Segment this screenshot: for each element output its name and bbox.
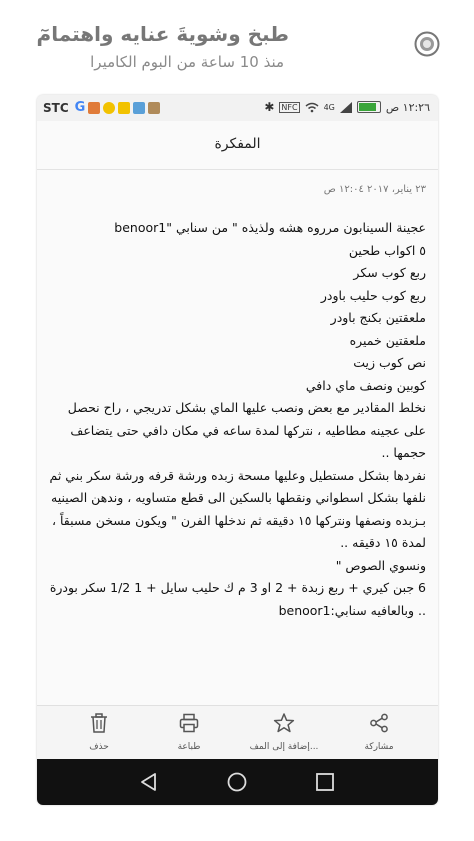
add-to-favorites-button[interactable] bbox=[239, 712, 329, 752]
note-line: ملعقتين خميره bbox=[349, 332, 426, 348]
carrier-label: STC bbox=[43, 100, 69, 115]
note-line: نخلط المقادير مع بعض ونصب عليها الماي بشكل تدريجي ، راح نحصل على عجينه مطاطيه ، نتركها لمدة ساعه في مكان دافي حتى يتضاعف حجمها .. bbox=[67, 400, 426, 460]
network-label: 4G bbox=[323, 102, 335, 112]
recents-icon[interactable] bbox=[312, 769, 338, 795]
print-button[interactable] bbox=[144, 712, 234, 752]
smile-icon bbox=[103, 102, 115, 114]
post-subtitle: منذ 10 ساعة من البوم الكاميرا bbox=[90, 53, 284, 71]
note-line: نص كوب زيت bbox=[353, 355, 426, 370]
app-bar bbox=[37, 121, 438, 170]
post-title: طبخ وشويةَ عنايه واهتمامٓ bbox=[36, 22, 289, 46]
chat-icon bbox=[118, 102, 130, 114]
bluetooth-icon: ✱ bbox=[264, 100, 275, 114]
clock: ١٢:٢٦ ص bbox=[385, 100, 430, 114]
gallery-icon bbox=[148, 102, 160, 114]
share-label: مشاركة bbox=[364, 742, 394, 752]
google-icon: G bbox=[74, 100, 86, 115]
phone-screen bbox=[37, 95, 438, 805]
note-line: كوبين ونصف ماي دافي bbox=[305, 377, 426, 393]
share-button[interactable] bbox=[334, 712, 424, 752]
gallery-icon bbox=[88, 102, 100, 114]
back-icon[interactable] bbox=[137, 769, 163, 795]
note-line: عجينة السينابون مرروه هشه ولذيذه " من سنابي "benoor1 bbox=[114, 220, 426, 235]
delete-label: حذف bbox=[89, 742, 109, 752]
signal-icon bbox=[340, 102, 352, 113]
post-header bbox=[0, 0, 474, 92]
trash-icon bbox=[88, 712, 110, 734]
printer-icon bbox=[178, 712, 200, 734]
print-label: طباعة bbox=[177, 742, 201, 752]
note-line: ملعقتين بكنج باودر bbox=[330, 310, 426, 325]
action-bar bbox=[37, 705, 438, 760]
share-icon bbox=[368, 712, 390, 734]
note-line: ربع كوب حليب باودر bbox=[320, 287, 426, 303]
add-to-favorites-label: إضافة إلى المف... bbox=[249, 742, 319, 752]
wifi-icon bbox=[305, 102, 319, 113]
note-date: ٢٣ يناير، ٢٠١٧ ١٢:٠٤ ص bbox=[323, 184, 426, 195]
battery-icon bbox=[357, 101, 381, 113]
home-icon[interactable] bbox=[224, 769, 250, 795]
note-line: ونسوي الصوص " bbox=[335, 557, 426, 573]
profile-avatar-icon[interactable] bbox=[414, 31, 440, 57]
status-bar bbox=[37, 95, 438, 121]
nfc-icon: NFC bbox=[281, 102, 298, 112]
image-icon bbox=[133, 102, 145, 114]
note-body[interactable] bbox=[47, 217, 426, 622]
note-line: ربع كوب سكر bbox=[353, 265, 426, 280]
star-icon bbox=[273, 712, 295, 734]
app-title: المفكرة bbox=[214, 136, 261, 152]
note-line: 6 جبن كيري + ربع زبدة + 2 او 3 م ك حليب سايل + 1 1/2 سكر بودرة .. وبالعافيه سنابي:benoor1 bbox=[49, 580, 426, 618]
delete-button[interactable] bbox=[54, 712, 144, 752]
note-line: نفردها بشكل مستطيل وعليها مسحة زبده ورشة قرفه ورشة سكر بني ثم نلفها بشكل اسطواني ونقطها بالسكين الى قطع متساويه ، وندهن الصينيه بـزبده ونصفها ونتركها ١٥ دقيقه ثم ندخلها الفرن " ويكون مسخن مسبقاً ، لمدة ١٥ دقيقه .. bbox=[49, 467, 426, 550]
navigation-bar bbox=[37, 759, 438, 805]
note-line: ٥ اكواب طحين bbox=[348, 242, 426, 258]
